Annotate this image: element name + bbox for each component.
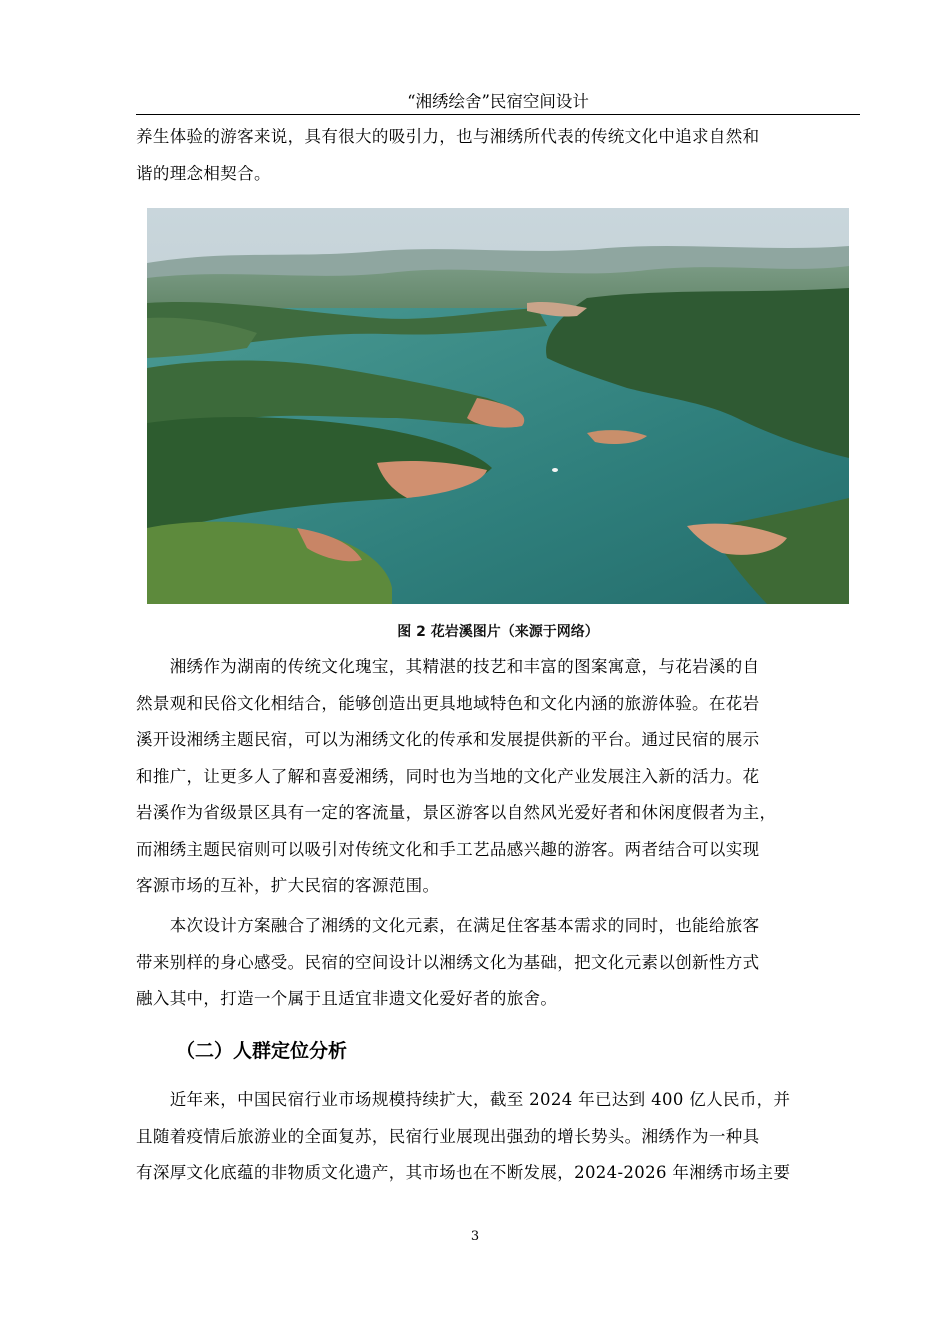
text-line: 溪开设湘绣主题民宿，可以为湘绣文化的传承和发展提供新的平台。通过民宿的展示 bbox=[136, 730, 760, 749]
text-line: 本次设计方案融合了湘绣的文化元素，在满足住客基本需求的同时，也能给旅客 bbox=[136, 916, 760, 935]
page-header bbox=[136, 90, 860, 115]
text-line: 客源市场的互补，扩大民宿的客源范围。 bbox=[136, 876, 440, 895]
text-line: 带来别样的身心感受。民宿的空间设计以湘绣文化为基础，把文化元素以创新性方式 bbox=[136, 952, 760, 972]
text-line: 养生体验的游客来说，具有很大的吸引力，也与湘绣所代表的传统文化中追求自然和 bbox=[136, 127, 760, 146]
figure-caption: 图 2 花岩溪图片（来源于网络） bbox=[397, 624, 599, 640]
text-line: 且随着疫情后旅游业的全面复苏，民宿行业展现出强劲的增长势头。湘绣作为一种具 bbox=[136, 1126, 760, 1146]
text-line: 而湘绣主题民宿则可以吸引对传统文化和手工艺品感兴趣的游客。两者结合可以实现 bbox=[136, 839, 760, 859]
lake-landscape-photo bbox=[147, 208, 849, 604]
text-line: 谐的理念相契合。 bbox=[136, 163, 271, 183]
text-line: 有深厚文化底蕴的非物质文化遗产，其市场也在不断发展，2024-2026 年湘绣市场主要 bbox=[136, 1163, 791, 1182]
page-number: 3 bbox=[470, 1229, 480, 1244]
paragraph-1 bbox=[136, 649, 860, 905]
text-line: 湘绣作为湖南的传统文化瑰宝，其精湛的技艺和丰富的图案寓意，与花岩溪的自 bbox=[136, 657, 760, 676]
paragraph-2 bbox=[136, 908, 860, 1018]
text-line: 岩溪作为省级景区具有一定的客流量，景区游客以自然风光爱好者和休闲度假者为主， bbox=[136, 803, 777, 822]
text-line: 和推广，让更多人了解和喜爱湘绣，同时也为当地的文化产业发展注入新的活力。花 bbox=[136, 766, 760, 786]
paragraph-3 bbox=[136, 1082, 860, 1192]
text-line: 融入其中，打造一个属于且适宜非遗文化爱好者的旅舍。 bbox=[136, 989, 558, 1008]
text-line: 然景观和民俗文化相结合，能够创造出更具地域特色和文化内涵的旅游体验。在花岩 bbox=[136, 693, 760, 713]
section-heading: （二）人群定位分析 bbox=[176, 1040, 348, 1062]
header-title: “湘绣绘舍”民宿空间设计 bbox=[407, 92, 589, 111]
top-paragraph bbox=[136, 119, 860, 192]
text-line: 近年来，中国民宿行业市场规模持续扩大，截至 2024 年已达到 400 亿人民币，并 bbox=[136, 1090, 791, 1109]
